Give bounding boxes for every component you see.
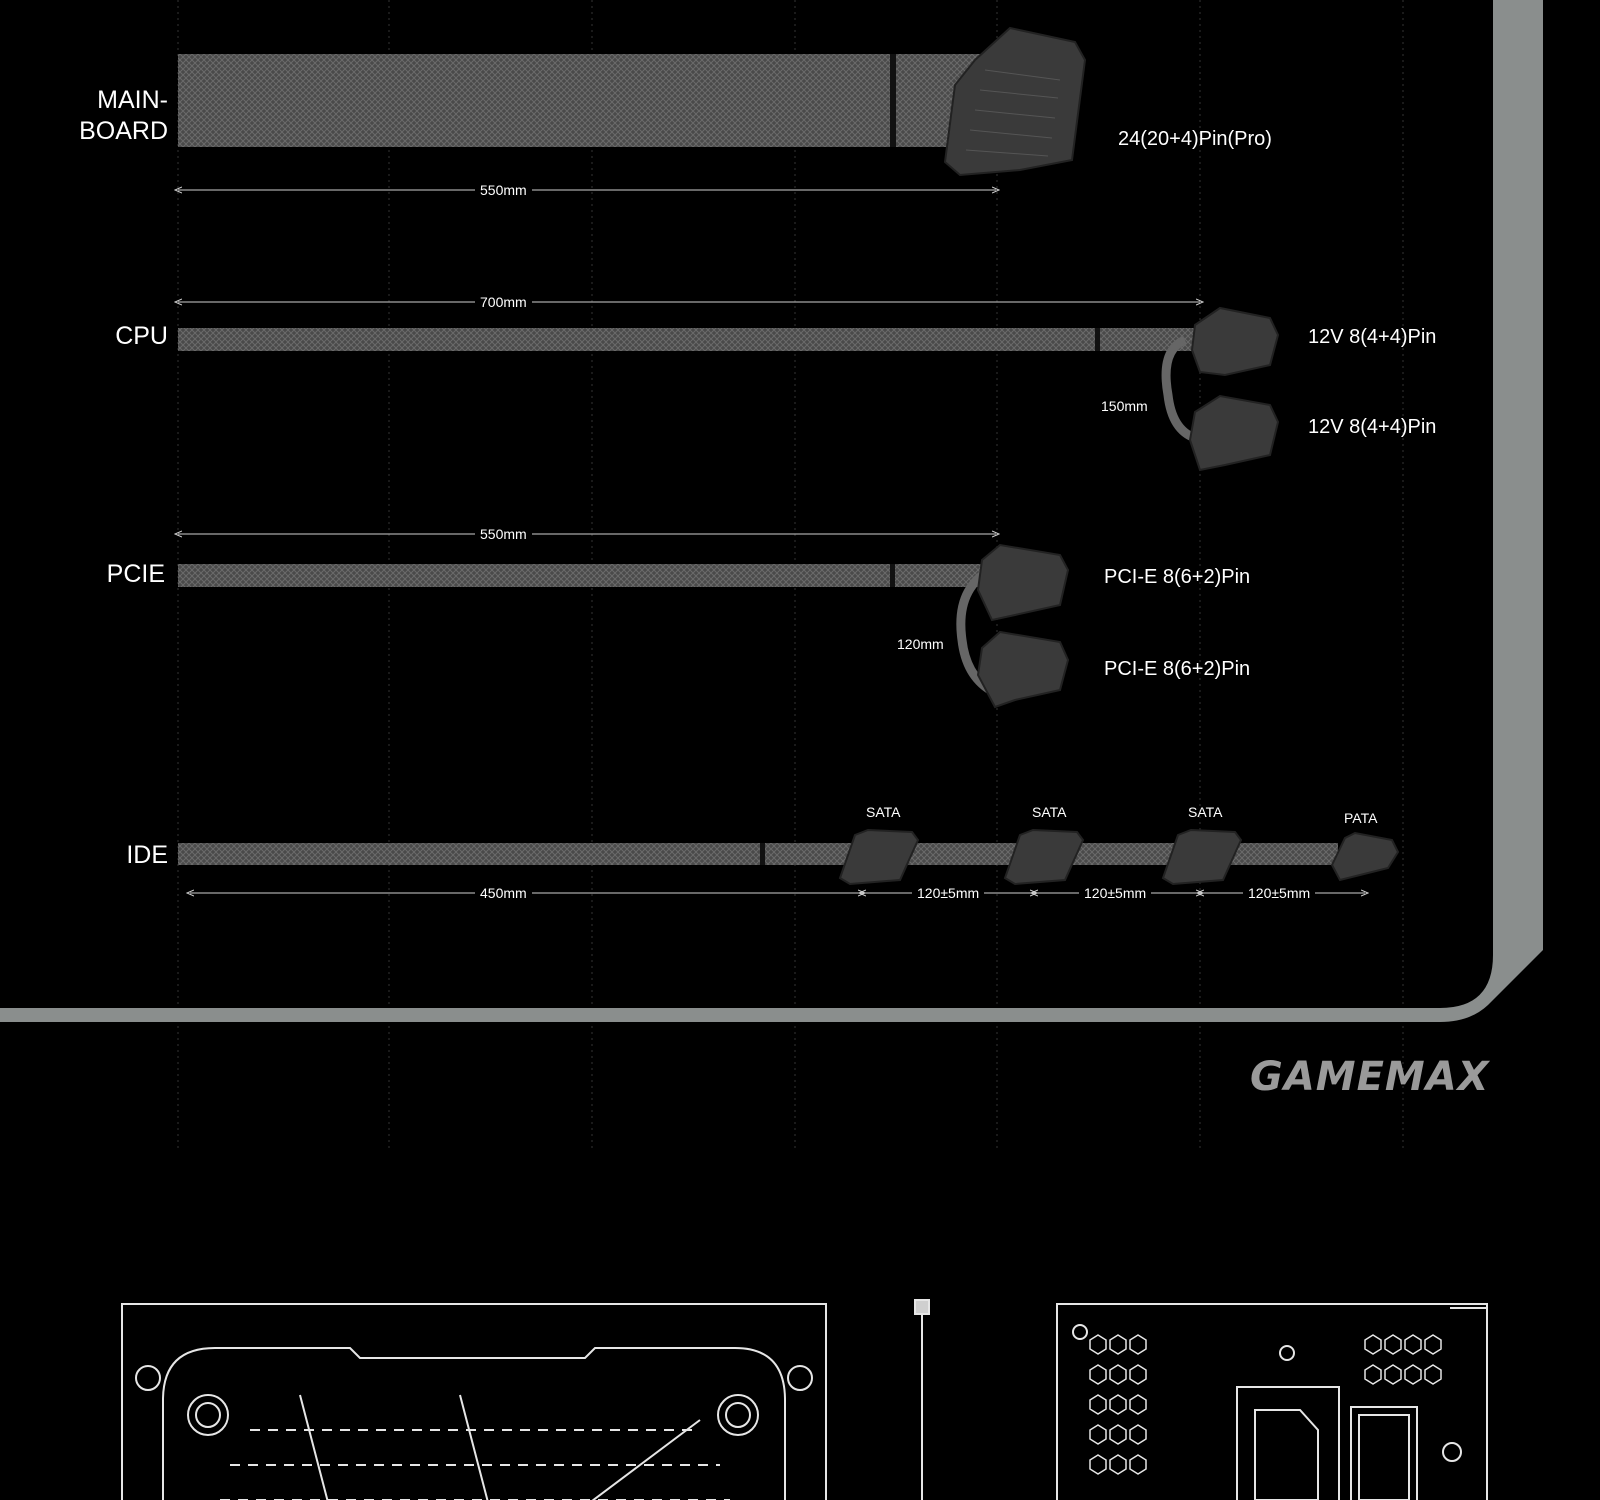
psu-side-profile-drawing: [915, 1300, 929, 1500]
pata-molex-connector-icon: [1332, 833, 1398, 880]
connector-label-sata-2: SATA: [1032, 804, 1067, 820]
psu-rear-panel-drawing: [1057, 1304, 1487, 1500]
cpu-8pin-connector-icon-1: [1192, 308, 1278, 375]
category-mainboard-line2: BOARD: [79, 117, 168, 145]
pcie-8pin-connector-icon-2: [978, 632, 1068, 707]
connector-label-pcie-1: PCI-E 8(6+2)Pin: [1104, 566, 1251, 588]
mainboard-cable: [178, 28, 1085, 190]
atx-24pin-connector-icon: [945, 28, 1085, 175]
dimension-ide-gap-3: 120±5mm: [1243, 885, 1315, 901]
connector-label-mainboard: 24(20+4)Pin(Pro): [1118, 128, 1272, 150]
dimension-ide: 450mm: [475, 885, 532, 901]
sata-connector-icon-1: [840, 830, 918, 884]
sata-connector-icon-2: [1005, 830, 1083, 884]
cpu-cable: [178, 302, 1278, 470]
category-mainboard-line1: MAIN-: [97, 86, 168, 114]
connector-label-pcie-2: PCI-E 8(6+2)Pin: [1104, 658, 1251, 680]
ide-cable: [178, 830, 1398, 893]
connector-label-cpu-1: 12V 8(4+4)Pin: [1308, 326, 1437, 348]
dimension-mainboard: 550mm: [475, 182, 532, 198]
dimension-pcie-split: 120mm: [892, 636, 949, 652]
cpu-8pin-connector-icon-2: [1190, 396, 1278, 470]
connector-label-pata: PATA: [1344, 810, 1378, 826]
category-pcie: PCIE: [106, 560, 165, 588]
connector-label-sata-1: SATA: [866, 804, 901, 820]
category-ide: IDE: [126, 841, 168, 869]
psu-fan-side-drawing: [122, 1304, 826, 1500]
pcie-8pin-connector-icon-1: [978, 545, 1068, 620]
brand-logo: GAMEMAX: [1250, 1054, 1490, 1100]
dimension-pcie: 550mm: [475, 526, 532, 542]
dimension-cpu-split: 150mm: [1096, 398, 1153, 414]
dimension-cpu: 700mm: [475, 294, 532, 310]
connector-label-sata-3: SATA: [1188, 804, 1223, 820]
dimension-ide-gap-2: 120±5mm: [1079, 885, 1151, 901]
pcie-cable: [178, 534, 1068, 707]
category-mainboard: [18, 85, 168, 147]
category-cpu: CPU: [115, 322, 168, 350]
sata-connector-icon-3: [1163, 830, 1241, 884]
connector-label-cpu-2: 12V 8(4+4)Pin: [1308, 416, 1437, 438]
dimension-ide-gap-1: 120±5mm: [912, 885, 984, 901]
